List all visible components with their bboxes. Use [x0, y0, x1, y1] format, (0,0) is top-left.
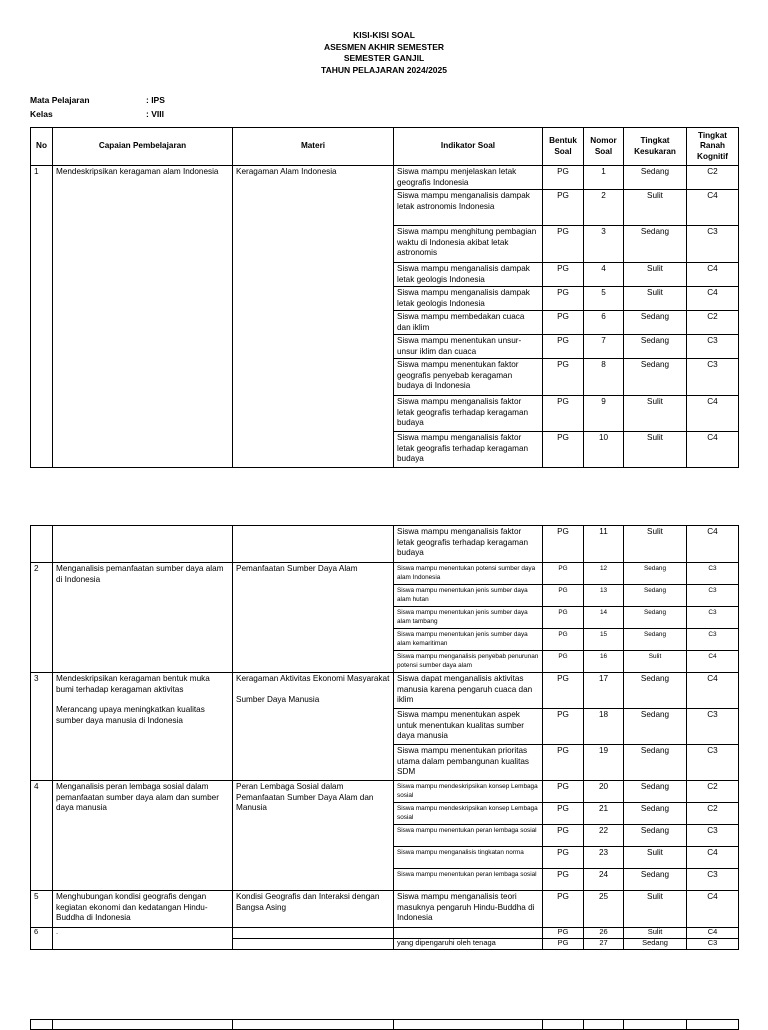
ranah-cell: C3 — [687, 939, 739, 950]
group-no: 6 — [31, 928, 53, 950]
nomor-cell: 27 — [584, 939, 624, 950]
indikator-cell: Siswa mampu menganalisis faktor letak geografis terhadap keragaman budaya — [394, 526, 543, 563]
nomor-cell: 13 — [584, 585, 624, 607]
tingkat-cell: Sulit — [624, 396, 687, 432]
nomor-cell: 14 — [584, 607, 624, 629]
ranah-cell: C4 — [687, 847, 739, 869]
subject-label: Mata Pelajaran — [30, 95, 90, 105]
bentuk-cell: PG — [543, 432, 584, 468]
header-row — [31, 128, 739, 166]
bentuk-cell: PG — [543, 939, 584, 950]
nomor-cell: 22 — [584, 825, 624, 847]
col-header-cp: Capaian Pembelajaran — [53, 128, 233, 166]
nomor-cell: 18 — [584, 709, 624, 745]
tingkat-cell: Sedang — [624, 869, 687, 891]
kisi-table-page-2 — [30, 525, 739, 950]
nomor-cell: 16 — [584, 651, 624, 673]
bentuk-cell: PG — [543, 226, 584, 263]
class-label: Kelas — [30, 109, 53, 119]
empty-cell — [584, 1020, 624, 1030]
tingkat-cell: Sedang — [624, 226, 687, 263]
ranah-cell: C4 — [687, 287, 739, 311]
nomor-cell: 3 — [584, 226, 624, 263]
kisi-table-page-3 — [30, 1019, 739, 1030]
col-header-materi: Materi — [233, 128, 394, 166]
group-no: 3 — [31, 673, 53, 781]
tingkat-cell: Sedang — [624, 629, 687, 651]
ranah-cell: C3 — [687, 869, 739, 891]
tingkat-cell: Sulit — [624, 891, 687, 928]
ranah-cell: C3 — [687, 629, 739, 651]
indikator-cell: Siswa mampu menganalisis faktor letak geografis terhadap keragaman budaya — [394, 396, 543, 432]
table-row — [31, 563, 739, 585]
indikator-cell: Siswa mampu menganalisis tingkatan norma — [394, 847, 543, 869]
bentuk-cell: PG — [543, 673, 584, 709]
ranah-cell: C3 — [687, 607, 739, 629]
empty-cell — [233, 939, 394, 950]
tingkat-cell: Sedang — [624, 585, 687, 607]
nomor-cell: 26 — [584, 928, 624, 939]
nomor-cell: 11 — [584, 526, 624, 563]
indikator-cell: Siswa mampu menentukan jenis sumber daya alam hutan — [394, 585, 543, 607]
kisi-table-page-1 — [30, 127, 739, 468]
bentuk-cell: PG — [543, 607, 584, 629]
bentuk-cell: PG — [543, 709, 584, 745]
indikator-cell: Siswa mampu menentukan potensi sumber daya alam Indonesia — [394, 563, 543, 585]
group-materi — [233, 673, 394, 781]
bentuk-cell: PG — [543, 891, 584, 928]
empty-cell — [233, 526, 394, 563]
nomor-cell: 17 — [584, 673, 624, 709]
group-materi: Kondisi Geografis dan Interaksi dengan Bangsa Asing — [233, 891, 394, 928]
ranah-cell: C3 — [687, 335, 739, 359]
tingkat-cell: Sedang — [624, 803, 687, 825]
indikator-cell: Siswa mampu mendeskripsikan konsep Lembaga sosial — [394, 781, 543, 803]
table-row — [31, 526, 739, 563]
indikator-cell: Siswa mampu menjelaskan letak geografis Indonesia — [394, 166, 543, 190]
tingkat-cell: Sedang — [624, 745, 687, 781]
indikator-cell — [394, 928, 543, 939]
title-line-3: SEMESTER GANJIL — [343, 53, 425, 63]
bentuk-cell: PG — [543, 869, 584, 891]
bentuk-cell: PG — [543, 781, 584, 803]
indikator-cell: Siswa mampu menganalisis faktor letak geografis terhadap keragaman budaya — [394, 432, 543, 468]
ranah-cell: C3 — [687, 359, 739, 396]
nomor-cell: 2 — [584, 190, 624, 226]
indikator-cell: Siswa mampu menganalisis dampak letak geologis Indonesia — [394, 287, 543, 311]
title-line-1: KISI-KISI SOAL — [353, 30, 415, 40]
bentuk-cell: PG — [543, 563, 584, 585]
group-cp-text-2: Merancang upaya meningkatkan kualitas sumber daya manusia di Indonesia — [56, 705, 205, 725]
indikator-cell: Siswa mampu menentukan prioritas utama dalam pembangunan kualitas SDM — [394, 745, 543, 781]
bentuk-cell: PG — [543, 166, 584, 190]
tingkat-cell: Sedang — [624, 311, 687, 335]
ranah-cell: C4 — [687, 891, 739, 928]
class-value: : VIII — [146, 109, 164, 119]
indikator-cell: Siswa mampu menentukan unsur-unsur iklim dan cuaca — [394, 335, 543, 359]
table-row — [31, 781, 739, 803]
nomor-cell: 21 — [584, 803, 624, 825]
group-cp: Menghubungan kondisi geografis dengan kegiatan ekonomi dan kedatangan Hindu-Buddha di Indonesia — [53, 891, 233, 928]
ranah-cell: C3 — [687, 825, 739, 847]
ranah-cell: C3 — [687, 226, 739, 263]
bentuk-cell: PG — [543, 396, 584, 432]
col-header-nomor: Nomor Soal — [584, 128, 624, 166]
col-header-ranah: Tingkat Ranah Kognitif — [687, 128, 739, 166]
document-title — [0, 30, 768, 76]
nomor-cell: 6 — [584, 311, 624, 335]
tingkat-cell: Sulit — [624, 190, 687, 226]
group-materi-text: Keragaman Aktivitas Ekonomi Masyarakat — [236, 674, 390, 683]
empty-cell — [53, 1020, 233, 1030]
indikator-cell: Siswa mampu menentukan peran lembaga sosial — [394, 869, 543, 891]
tingkat-cell: Sedang — [624, 673, 687, 709]
tingkat-cell: Sedang — [624, 359, 687, 396]
ranah-cell: C4 — [687, 396, 739, 432]
bentuk-cell: PG — [543, 847, 584, 869]
empty-cell — [543, 1020, 584, 1030]
table-row — [31, 928, 739, 939]
bentuk-cell: PG — [543, 585, 584, 607]
bentuk-cell: PG — [543, 803, 584, 825]
bentuk-cell: PG — [543, 651, 584, 673]
tingkat-cell: Sulit — [624, 432, 687, 468]
indikator-cell: Siswa mampu menganalisis dampak letak geologis Indonesia — [394, 263, 543, 287]
tingkat-cell: Sedang — [624, 607, 687, 629]
group-materi: Keragaman Alam Indonesia — [233, 166, 394, 468]
nomor-cell: 4 — [584, 263, 624, 287]
bentuk-cell: PG — [543, 190, 584, 226]
ranah-cell: C4 — [687, 526, 739, 563]
tingkat-cell: Sedang — [624, 825, 687, 847]
ranah-cell: C4 — [687, 651, 739, 673]
ranah-cell: C3 — [687, 585, 739, 607]
bentuk-cell: PG — [543, 629, 584, 651]
empty-cell — [624, 1020, 687, 1030]
tingkat-cell: Sulit — [624, 526, 687, 563]
empty-cell — [687, 1020, 739, 1030]
group-cp — [53, 673, 233, 781]
indikator-cell: Siswa mampu menganalisis teori masuknya pengaruh Hindu-Buddha di Indonesia — [394, 891, 543, 928]
col-header-bentuk: Bentuk Soal — [543, 128, 584, 166]
nomor-cell: 24 — [584, 869, 624, 891]
tingkat-cell: Sulit — [624, 928, 687, 939]
nomor-cell: 12 — [584, 563, 624, 585]
tingkat-cell: Sulit — [624, 263, 687, 287]
indikator-cell: Siswa mampu menentukan jenis sumber daya alam tambang — [394, 607, 543, 629]
table-row — [31, 166, 739, 190]
subject-value: : IPS — [146, 95, 165, 105]
nomor-cell: 10 — [584, 432, 624, 468]
group-materi-text-2: Sumber Daya Manusia — [236, 694, 320, 704]
bentuk-cell: PG — [543, 359, 584, 396]
ranah-cell: C4 — [687, 432, 739, 468]
bentuk-cell: PG — [543, 745, 584, 781]
col-header-no: No — [31, 128, 53, 166]
ranah-cell: C4 — [687, 263, 739, 287]
nomor-cell: 5 — [584, 287, 624, 311]
bentuk-cell: PG — [543, 263, 584, 287]
table-row — [31, 1020, 739, 1030]
table-row — [31, 891, 739, 928]
indikator-cell: yang dipengaruhi oleh tenaga — [394, 939, 543, 950]
group-cp-text: Mendeskripsikan keragaman bentuk muka bumi terhadap keragaman aktivitas — [56, 674, 210, 694]
tingkat-cell: Sedang — [624, 939, 687, 950]
nomor-cell: 15 — [584, 629, 624, 651]
ranah-cell: C4 — [687, 190, 739, 226]
tingkat-cell: Sedang — [624, 709, 687, 745]
ranah-cell: C3 — [687, 745, 739, 781]
ranah-cell: C3 — [687, 709, 739, 745]
group-no: 2 — [31, 563, 53, 673]
empty-cell — [31, 526, 53, 563]
tingkat-cell: Sedang — [624, 781, 687, 803]
ranah-cell: C2 — [687, 166, 739, 190]
indikator-cell: Siswa mampu menentukan peran lembaga sosial — [394, 825, 543, 847]
nomor-cell: 1 — [584, 166, 624, 190]
bentuk-cell: PG — [543, 526, 584, 563]
group-cp: Menganalisis peran lembaga sosial dalam pemanfaatan sumber daya alam dan sumber daya manusia — [53, 781, 233, 891]
ranah-cell: C2 — [687, 781, 739, 803]
tingkat-cell: Sulit — [624, 287, 687, 311]
document-meta — [30, 93, 165, 121]
tingkat-cell: Sedang — [624, 166, 687, 190]
ranah-cell: C2 — [687, 803, 739, 825]
tingkat-cell: Sulit — [624, 651, 687, 673]
group-materi: Pemanfaatan Sumber Daya Alam — [233, 563, 394, 673]
table-row — [31, 673, 739, 709]
title-line-4: TAHUN PELAJARAN 2024/2025 — [321, 64, 447, 75]
indikator-cell: Siswa mampu menganalisis dampak letak astronomis Indonesia — [394, 190, 543, 226]
group-cp: . — [53, 928, 233, 950]
group-materi: Peran Lembaga Sosial dalam Pemanfaatan Sumber Daya Alam dan Manusia — [233, 781, 394, 891]
indikator-cell: Siswa mampu membedakan cuaca dan iklim — [394, 311, 543, 335]
nomor-cell: 8 — [584, 359, 624, 396]
group-materi — [233, 928, 394, 939]
ranah-cell: C4 — [687, 673, 739, 709]
bentuk-cell: PG — [543, 928, 584, 939]
group-cp: Menganalisis pemanfaatan sumber daya alam di Indonesia — [53, 563, 233, 673]
indikator-cell: Siswa mampu menentukan jenis sumber daya alam kemaritiman — [394, 629, 543, 651]
bentuk-cell: PG — [543, 825, 584, 847]
col-header-indikator: Indikator Soal — [394, 128, 543, 166]
ranah-cell: C2 — [687, 311, 739, 335]
nomor-cell: 19 — [584, 745, 624, 781]
col-header-tingkat: Tingkat Kesukaran — [624, 128, 687, 166]
indikator-cell: Siswa dapat menganalisis aktivitas manusia karena pengaruh cuaca dan iklim — [394, 673, 543, 709]
group-no: 1 — [31, 166, 53, 468]
empty-cell — [31, 1020, 53, 1030]
title-line-2: ASESMEN AKHIR SEMESTER — [323, 41, 445, 52]
group-no: 5 — [31, 891, 53, 928]
empty-cell — [394, 1020, 543, 1030]
indikator-cell: Siswa mampu menentukan faktor geografis penyebab keragaman budaya di Indonesia — [394, 359, 543, 396]
indikator-cell: Siswa mampu menganalisis penyebab penurunan potensi sumber daya alam — [394, 651, 543, 673]
indikator-cell: Siswa mampu menentukan aspek untuk menentukan kualitas sumber daya manusia — [394, 709, 543, 745]
group-no: 4 — [31, 781, 53, 891]
group-cp: Mendeskripsikan keragaman alam Indonesia — [53, 166, 233, 468]
tingkat-cell: Sulit — [624, 847, 687, 869]
bentuk-cell: PG — [543, 311, 584, 335]
tingkat-cell: Sedang — [624, 335, 687, 359]
tingkat-cell: Sedang — [624, 563, 687, 585]
empty-cell — [233, 1020, 394, 1030]
ranah-cell: C3 — [687, 563, 739, 585]
bentuk-cell: PG — [543, 287, 584, 311]
nomor-cell: 23 — [584, 847, 624, 869]
bentuk-cell: PG — [543, 335, 584, 359]
indikator-cell: Siswa mampu mendeskripsikan konsep Lembaga sosial — [394, 803, 543, 825]
ranah-cell: C4 — [687, 928, 739, 939]
nomor-cell: 9 — [584, 396, 624, 432]
empty-cell — [53, 526, 233, 563]
nomor-cell: 7 — [584, 335, 624, 359]
nomor-cell: 20 — [584, 781, 624, 803]
nomor-cell: 25 — [584, 891, 624, 928]
indikator-cell: Siswa mampu menghitung pembagian waktu di Indonesia akibat letak astronomis — [394, 226, 543, 263]
